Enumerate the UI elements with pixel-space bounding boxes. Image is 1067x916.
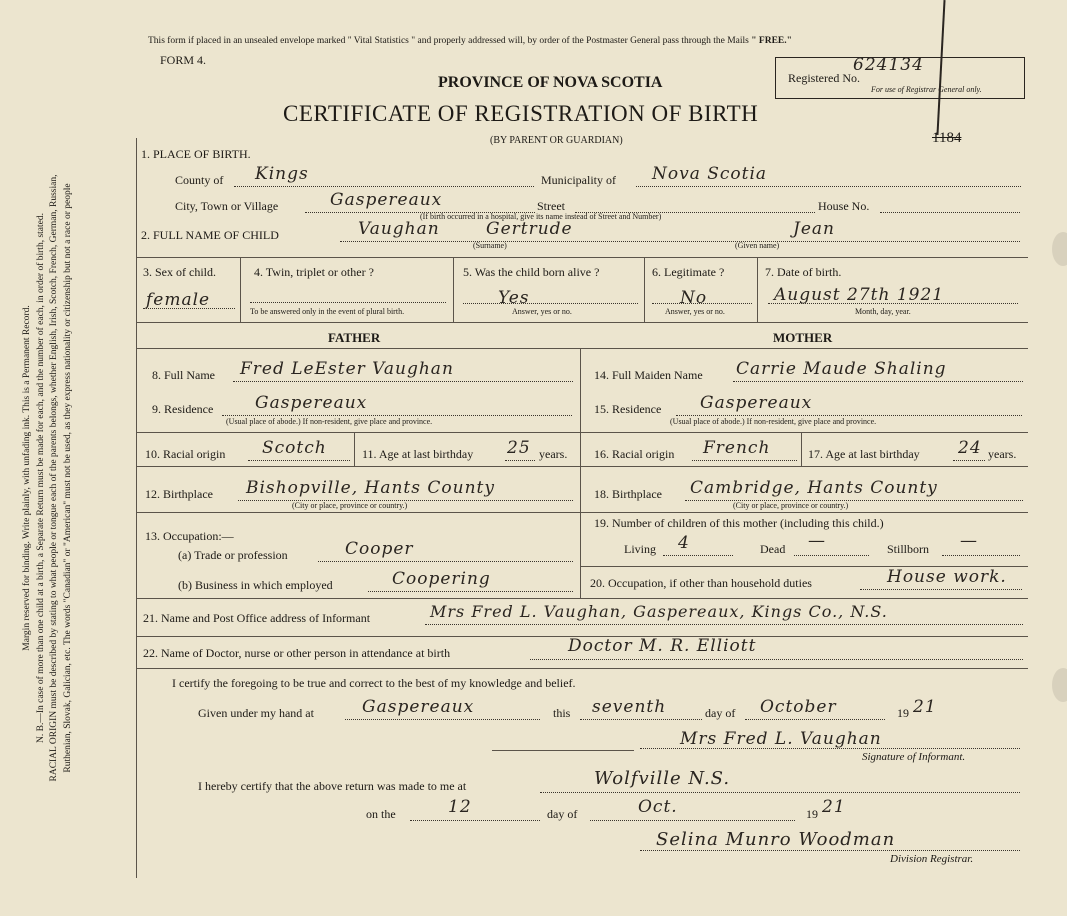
alive-label: 5. Was the child born alive ? <box>463 265 600 279</box>
alive-line <box>463 303 638 304</box>
mother-residence-line <box>676 415 1022 416</box>
child-given-second: Jean <box>793 219 835 239</box>
given-line <box>345 719 540 720</box>
father-occupation-label: 13. Occupation:— <box>145 529 234 543</box>
alive-note: Answer, yes or no. <box>512 307 572 316</box>
registered-box <box>775 57 1025 99</box>
registrar-place: Wolfville N.S. <box>594 768 731 789</box>
registrar-note: For use of Registrar General only. <box>871 85 982 94</box>
registrar-day: 12 <box>448 797 472 817</box>
mother-birthplace-label: 18. Birthplace <box>594 487 662 501</box>
father-age: 25 <box>507 438 531 458</box>
margin-line-4: Ruthenian, Slovak, Galician, etc. The words "Canadian" or "American" must not be used, as they express nationality or citizenship but not a race or people <box>62 183 73 773</box>
punch-hole <box>1052 668 1067 702</box>
stillborn-value: — <box>960 531 978 551</box>
living-value: 4 <box>678 533 690 553</box>
doctor-line <box>530 659 1023 660</box>
county-label: County of <box>175 173 224 187</box>
registrar-month: Oct. <box>638 797 678 817</box>
registrar-statement: I hereby certify that the above return was made to me at <box>198 779 467 793</box>
trade-value: Cooper <box>345 539 414 559</box>
rule <box>137 257 1028 258</box>
informant-signature: Mrs Fred L. Vaughan <box>680 729 882 749</box>
stillborn-line <box>942 555 1020 556</box>
stillborn-label: Stillborn <box>887 542 930 556</box>
center-divider <box>580 348 581 598</box>
province-heading: PROVINCE OF NOVA SCOTIA <box>438 74 663 91</box>
rule <box>492 750 634 751</box>
free-label: " FREE." <box>751 36 792 46</box>
certify-statement: I certify the foregoing to be true and correct to the best of my knowledge and belief. <box>172 676 576 690</box>
registrar-year-printed: 19 <box>806 807 818 821</box>
mother-name-label: 14. Full Maiden Name <box>594 368 703 382</box>
rule <box>137 348 1028 349</box>
mother-age-label: 17. Age at last birthday <box>808 447 920 461</box>
rule <box>137 432 1028 433</box>
registered-number: 624134 <box>853 55 924 75</box>
date-line <box>768 303 1018 304</box>
punch-hole <box>1052 232 1067 266</box>
father-residence: Gaspereaux <box>255 393 368 413</box>
struck-number: 1184 <box>932 130 962 146</box>
rule <box>137 322 1028 323</box>
informant-label: 21. Name and Post Office address of Informant <box>143 611 371 625</box>
mother-occupation-label: 20. Occupation, if other than household duties <box>590 576 812 590</box>
municipality-line <box>636 186 1021 187</box>
father-age-label: 11. Age at last birthday <box>362 447 474 461</box>
signature-line <box>640 748 1020 749</box>
date-value: August 27th 1921 <box>774 285 945 305</box>
county-line <box>234 186 534 187</box>
mother-racial: French <box>703 438 771 458</box>
twin-label: 4. Twin, triplet or other ? <box>254 265 374 279</box>
registrar-dayof-label: day of <box>547 807 578 821</box>
form-number: FORM 4. <box>160 53 207 67</box>
divider <box>240 257 241 322</box>
mother-birthplace-note: (City or place, province or country.) <box>733 501 849 510</box>
mother-residence-note: (Usual place of abode.) If non-resident, give place and province. <box>670 417 877 426</box>
father-years-label: years. <box>539 447 568 461</box>
registrar-day-line <box>410 820 540 821</box>
given-label: Given under my hand at <box>198 706 314 720</box>
children-label: 19. Number of children of this mother (including this child.) <box>594 516 884 530</box>
father-birthplace-note: (City or place, province or country.) <box>292 501 408 510</box>
rule <box>137 598 1028 599</box>
father-name-line <box>233 381 573 382</box>
month-value: October <box>760 697 837 717</box>
city-label: City, Town or Village <box>175 199 279 213</box>
certificate-subtitle: (BY PARENT OR GUARDIAN) <box>490 135 623 146</box>
margin-line-2: N. B.—In case of more than one child at a birth, a Separate Return must be made for each, and the number of each, in order of birth, stated. <box>35 213 46 743</box>
margin-line-1: Margin reserved for binding. Write plainly, with unfading ink. This is a Permanent Record. <box>22 305 32 651</box>
child-surname: Vaughan <box>358 219 440 239</box>
street-label: Street <box>537 199 565 213</box>
registrar-year-written: 21 <box>822 797 846 817</box>
city-value: Gaspereaux <box>330 190 443 210</box>
registered-label: Registered No. <box>788 71 860 85</box>
father-residence-label: 9. Residence <box>152 402 214 416</box>
house-label: House No. <box>818 199 870 213</box>
registrar-place-line <box>540 792 1020 793</box>
alive-value: Yes <box>498 288 530 308</box>
informant-line <box>425 624 1023 625</box>
date-note: Month, day, year. <box>855 307 911 316</box>
father-birthplace-label: 12. Birthplace <box>145 487 213 501</box>
left-border <box>136 138 137 878</box>
given-note: (Given name) <box>735 241 780 250</box>
twin-line <box>250 302 446 303</box>
legit-value: No <box>680 288 708 308</box>
postal-note: This form if placed in an unsealed envelope marked " Vital Statistics " and properly addressed will, by order of the Postmaster General pass through the Mails " FREE." <box>148 36 792 46</box>
mother-occupation-line <box>860 589 1022 590</box>
margin-line-3: RACIAL ORIGIN must be described by stating to what people or tongue each of the parents belongs, whether English, Irish, Scotch, French, German, Russian, <box>49 174 59 782</box>
mother-age-line <box>953 460 985 461</box>
place-of-birth-heading: 1. PLACE OF BIRTH. <box>141 147 251 161</box>
dead-line <box>794 555 869 556</box>
surname-note: (Surname) <box>473 241 507 250</box>
rule <box>137 466 1028 467</box>
divider <box>757 257 758 322</box>
hospital-note: (If birth occurred in a hospital, give its name instead of Street and Number) <box>420 212 662 221</box>
house-line <box>880 212 1020 213</box>
day-line <box>580 719 702 720</box>
living-label: Living <box>624 542 656 556</box>
father-age-line <box>505 460 535 461</box>
trade-line <box>318 561 573 562</box>
margin-instructions <box>21 53 79 903</box>
county-value: Kings <box>255 164 309 184</box>
business-value: Coopering <box>392 569 491 589</box>
divider <box>453 257 454 322</box>
month-line <box>745 719 885 720</box>
business-line <box>368 591 573 592</box>
this-label: this <box>553 706 571 720</box>
mother-years-label: years. <box>988 447 1017 461</box>
father-racial: Scotch <box>262 438 327 458</box>
business-label: (b) Business in which employed <box>178 578 333 592</box>
living-line <box>663 555 733 556</box>
certificate-title: CERTIFICATE OF REGISTRATION OF BIRTH <box>283 101 759 126</box>
year-written: 21 <box>913 697 937 717</box>
mother-name: Carrie Maude Shaling <box>736 359 947 379</box>
registrar-month-line <box>590 820 795 821</box>
dead-label: Dead <box>760 542 786 556</box>
father-residence-line <box>222 415 572 416</box>
signature-label: Signature of Informant. <box>862 751 966 763</box>
mother-name-line <box>733 381 1023 382</box>
sex-line <box>143 308 235 309</box>
registrar-signature-line <box>640 850 1020 851</box>
dead-value: — <box>808 531 826 551</box>
mother-birthplace: Cambridge, Hants County <box>690 478 938 498</box>
mother-racial-line <box>692 460 797 461</box>
father-racial-line <box>248 460 350 461</box>
father-heading: FATHER <box>328 330 381 345</box>
child-name-label: 2. FULL NAME OF CHILD <box>141 228 279 242</box>
sex-label: 3. Sex of child. <box>143 265 216 279</box>
given-place: Gaspereaux <box>362 697 475 717</box>
on-the-label: on the <box>366 807 396 821</box>
child-name-line <box>340 241 1020 242</box>
mother-occupation: House work. <box>887 567 1007 587</box>
mother-heading: MOTHER <box>773 330 833 345</box>
trade-label: (a) Trade or profession <box>178 548 288 562</box>
legit-label: 6. Legitimate ? <box>652 265 725 279</box>
divider <box>801 432 802 466</box>
father-residence-note: (Usual place of abode.) If non-resident, give place and province. <box>226 417 433 426</box>
municipality-value: Nova Scotia <box>652 164 768 184</box>
mother-racial-label: 16. Racial origin <box>594 447 675 461</box>
mother-age: 24 <box>958 438 982 458</box>
informant-value: Mrs Fred L. Vaughan, Gaspereaux, Kings Co., N.S. <box>430 602 888 621</box>
twin-note: To be answered only in the event of plural birth. <box>250 307 405 316</box>
year-printed: 19 <box>897 706 909 720</box>
sex-value: female <box>146 290 211 310</box>
doctor-value: Doctor M. R. Elliott <box>568 636 757 656</box>
divider <box>644 257 645 322</box>
mother-residence-label: 15. Residence <box>594 402 662 416</box>
rule <box>137 512 1028 513</box>
registrar-signature: Selina Munro Woodman <box>656 829 896 850</box>
legit-note: Answer, yes or no. <box>665 307 725 316</box>
dayof-label: day of <box>705 706 736 720</box>
division-registrar-label: Division Registrar. <box>890 853 974 865</box>
father-birthplace: Bishopville, Hants County <box>246 478 495 498</box>
divider <box>354 432 355 466</box>
father-racial-label: 10. Racial origin <box>145 447 226 461</box>
mother-residence: Gaspereaux <box>700 393 813 413</box>
father-name-label: 8. Full Name <box>152 368 215 382</box>
day-word: seventh <box>592 697 667 717</box>
legit-line <box>652 303 752 304</box>
doctor-label: 22. Name of Doctor, nurse or other person in attendance at birth <box>143 646 451 660</box>
rule <box>137 668 1028 669</box>
child-given-first: Gertrude <box>486 219 573 239</box>
date-label: 7. Date of birth. <box>765 265 842 279</box>
municipality-label: Municipality of <box>541 173 616 187</box>
father-name: Fred LeEster Vaughan <box>240 359 454 379</box>
